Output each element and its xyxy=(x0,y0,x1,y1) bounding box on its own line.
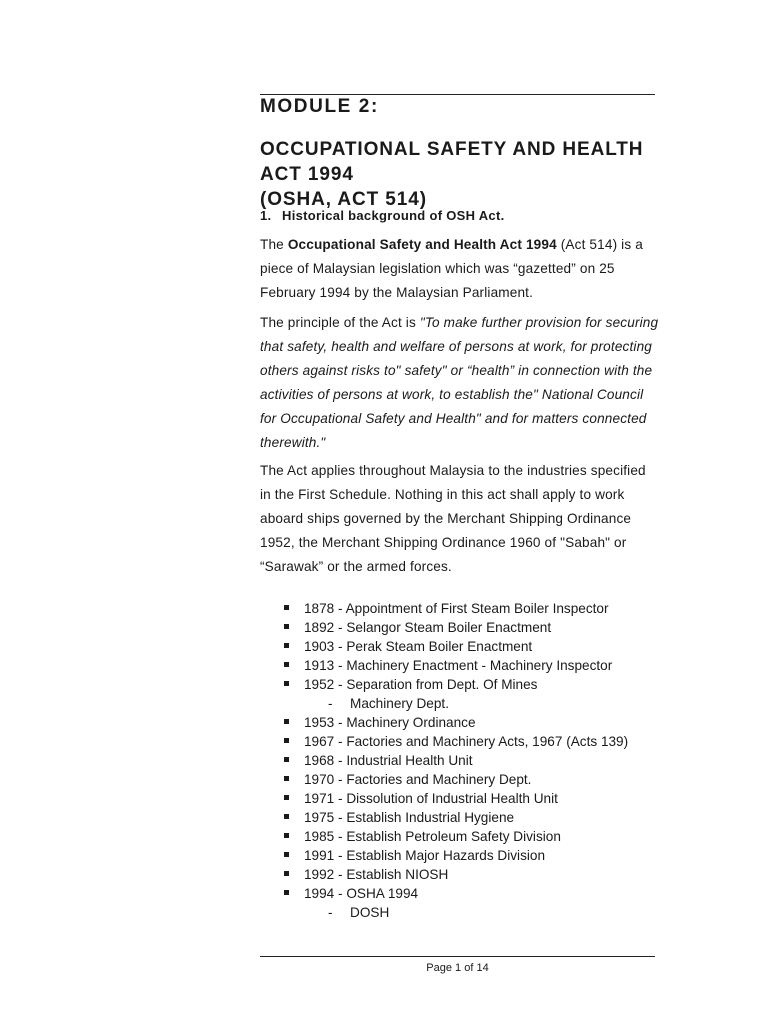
square-bullet-icon xyxy=(284,833,289,838)
module-heading: MODULE 2: xyxy=(260,96,379,117)
timeline-text: 1878 - Appointment of First Steam Boiler Inspector xyxy=(304,601,609,616)
para2-lead: The principle of the Act is xyxy=(260,315,420,330)
timeline-item xyxy=(282,675,628,694)
square-bullet-icon xyxy=(284,776,289,781)
square-bullet-icon xyxy=(284,738,289,743)
square-bullet-icon xyxy=(284,605,289,610)
timeline-text: 1968 - Industrial Health Unit xyxy=(304,753,473,768)
timeline-text: 1970 - Factories and Machinery Dept. xyxy=(304,772,532,787)
timeline-item xyxy=(282,884,628,903)
square-bullet-icon xyxy=(284,719,289,724)
timeline-sub-text: DOSH xyxy=(350,905,390,920)
timeline-text: 1992 - Establish NIOSH xyxy=(304,867,449,882)
section-heading xyxy=(260,208,505,223)
timeline-text: 1913 - Machinery Enactment - Machinery Inspector xyxy=(304,658,613,673)
square-bullet-icon xyxy=(284,681,289,686)
timeline-text: 1975 - Establish Industrial Hygiene xyxy=(304,810,515,825)
timeline-list xyxy=(282,599,628,922)
square-bullet-icon xyxy=(284,852,289,857)
timeline-item xyxy=(282,865,628,884)
timeline-item xyxy=(282,713,628,732)
page-number: Page 1 of 14 xyxy=(426,962,489,974)
square-bullet-icon xyxy=(284,795,289,800)
act-title-line-1: OCCUPATIONAL SAFETY AND HEALTH ACT 1994 xyxy=(260,139,644,185)
timeline-text: 1994 - OSHA 1994 xyxy=(304,886,419,901)
square-bullet-icon xyxy=(284,643,289,648)
timeline-item xyxy=(282,770,628,789)
timeline-text: 1903 - Perak Steam Boiler Enactment xyxy=(304,639,533,654)
timeline-item xyxy=(282,732,628,751)
timeline-item xyxy=(282,637,628,656)
act-title xyxy=(260,137,680,212)
bottom-rule xyxy=(260,956,655,957)
timeline-item xyxy=(282,751,628,770)
square-bullet-icon xyxy=(284,890,289,895)
para1-lead: The xyxy=(260,237,288,252)
act-name: Occupational Safety and Health Act 1994 xyxy=(287,237,557,252)
timeline-sub-item xyxy=(282,694,628,713)
section-number: 1. xyxy=(260,208,272,223)
square-bullet-icon xyxy=(284,624,289,629)
paragraph-scope: The Act applies throughout Malaysia to the industries specified in the First Schedule. Nothing in this act shall apply to work aboard ships governed by the Merchant Shipping Ordinance 1952, the Merchant Shipping Ordinance 1960 of "Sabah" or “Sarawak” or the armed forces. xyxy=(260,463,646,574)
top-rule xyxy=(260,94,655,95)
timeline-item xyxy=(282,618,628,637)
timeline-text: 1985 - Establish Petroleum Safety Division xyxy=(304,829,561,844)
timeline-item xyxy=(282,656,628,675)
dash-marker: - xyxy=(328,905,333,920)
act-title-line-2: (OSHA, ACT 514) xyxy=(260,189,427,210)
timeline-sub-text: Machinery Dept. xyxy=(350,696,449,711)
timeline-text: 1953 - Machinery Ordinance xyxy=(304,715,476,730)
timeline-item xyxy=(282,827,628,846)
timeline-item xyxy=(282,846,628,865)
timeline-item xyxy=(282,599,628,618)
timeline-text: 1991 - Establish Major Hazards Division xyxy=(304,848,546,863)
principle-quote: "To make further provision for securing that safety, health and welfare of persons at work, for protecting others against risks to" safety" or “health” in connection with the activities of persons at work, to establish the" National Council for Occupational Safety and Health" and for matters connected therewith." xyxy=(260,315,659,450)
para1-rest: (Act 514) is a piece of Malaysian legislation which was “gazetted” on 25 February 1994 by the Malaysian Parliament. xyxy=(260,237,643,300)
dash-marker: - xyxy=(328,696,333,711)
square-bullet-icon xyxy=(284,662,289,667)
square-bullet-icon xyxy=(284,814,289,819)
section-title: Historical background of OSH Act. xyxy=(282,208,505,223)
timeline-text: 1892 - Selangor Steam Boiler Enactment xyxy=(304,620,552,635)
timeline-item xyxy=(282,789,628,808)
paragraph-principle xyxy=(260,311,660,455)
document-page xyxy=(260,0,659,1024)
square-bullet-icon xyxy=(284,757,289,762)
paragraph-act-intro xyxy=(260,233,660,305)
timeline-text: 1952 - Separation from Dept. Of Mines xyxy=(304,677,538,692)
timeline-item xyxy=(282,808,628,827)
timeline-text: 1971 - Dissolution of Industrial Health Unit xyxy=(304,791,558,806)
square-bullet-icon xyxy=(284,871,289,876)
timeline-sub-item xyxy=(282,903,628,922)
timeline-text: 1967 - Factories and Machinery Acts, 1967 (Acts 139) xyxy=(304,734,629,749)
